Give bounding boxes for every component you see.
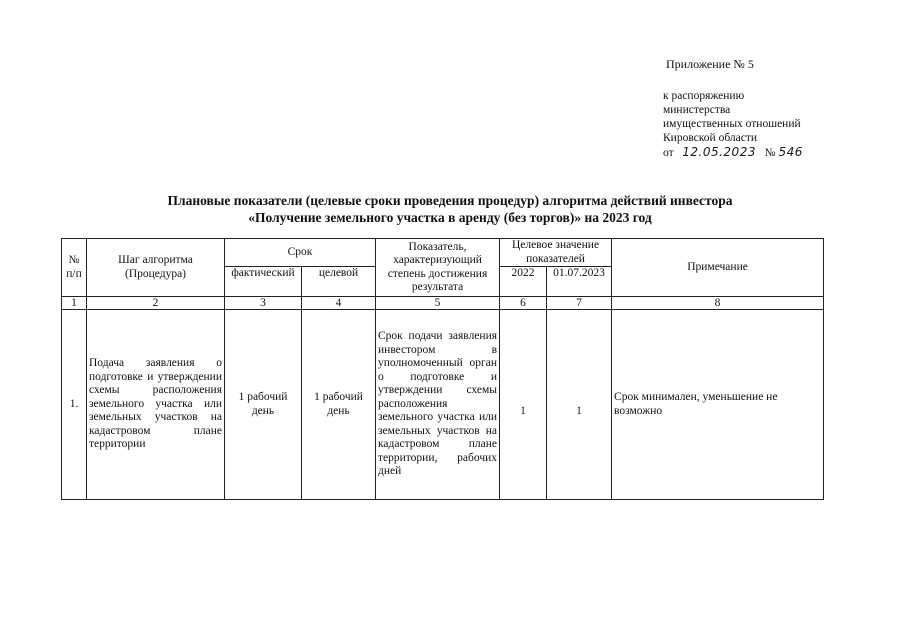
order-date: 12.05.2023 [682, 145, 756, 159]
row-term-target: 1 рабочий день [302, 310, 376, 500]
row-term-actual: 1 рабочий день [225, 310, 302, 500]
plan-table [61, 238, 824, 500]
column-number: 1 [62, 297, 87, 310]
column-number: 5 [376, 297, 500, 310]
header-date-2023: 01.07.2023 [547, 267, 612, 297]
row-value-2022: 1 [500, 310, 547, 500]
order-number: 546 [778, 145, 803, 159]
appendix-date-line [663, 145, 803, 160]
header-term: Срок [225, 239, 376, 267]
column-number: 3 [225, 297, 302, 310]
appendix-line: к распоряжению [663, 90, 745, 102]
row-num: 1. [62, 310, 87, 500]
column-number: 8 [612, 297, 824, 310]
column-number: 6 [500, 297, 547, 310]
header-term-actual: фактический [225, 267, 302, 297]
header-num: № п/п [62, 239, 87, 297]
row-note: Срок минимален, уменьшение не возможно [612, 310, 824, 500]
header-step: Шаг алгоритма (Процедура) [87, 239, 225, 297]
row-value-2023: 1 [547, 310, 612, 500]
row-step: Подача заявления о подготовке и утверждении схемы расположения земельного участка или земельных участков на кадастровом плане территории [87, 310, 225, 500]
title-line-1: Плановые показатели (целевые сроки проведения процедур) алгоритма действий инвестора [167, 193, 733, 208]
appendix-title: Приложение № 5 [666, 57, 754, 71]
number-label: № [764, 147, 776, 159]
column-number: 2 [87, 297, 225, 310]
page-title [100, 192, 800, 226]
header-indicator: Показатель, характеризующий степень достижения результата [376, 239, 500, 297]
title-line-2: «Получение земельного участка в аренду (без торгов)» на 2023 год [248, 210, 652, 225]
appendix-line: Кировской области [663, 132, 758, 144]
header-note: Примечание [612, 239, 824, 297]
table-row [62, 310, 824, 500]
appendix-reference [663, 89, 803, 160]
from-label: от [663, 147, 674, 159]
column-number: 7 [547, 297, 612, 310]
appendix-line: имущественных отношений [663, 118, 801, 130]
header-target-value: Целевое значение показателей [500, 239, 612, 267]
appendix-line: министерства [663, 104, 731, 116]
row-indicator: Срок подачи заявления инвестором в уполномоченный орган о подготовке и утверждении схемы расположения земельного участка или земельных участков на кадастровом плане территории, рабочих дней [376, 310, 500, 500]
header-row [62, 239, 824, 267]
header-term-target: целевой [302, 267, 376, 297]
column-number: 4 [302, 297, 376, 310]
column-number-row [62, 297, 824, 310]
header-year-2022: 2022 [500, 267, 547, 297]
